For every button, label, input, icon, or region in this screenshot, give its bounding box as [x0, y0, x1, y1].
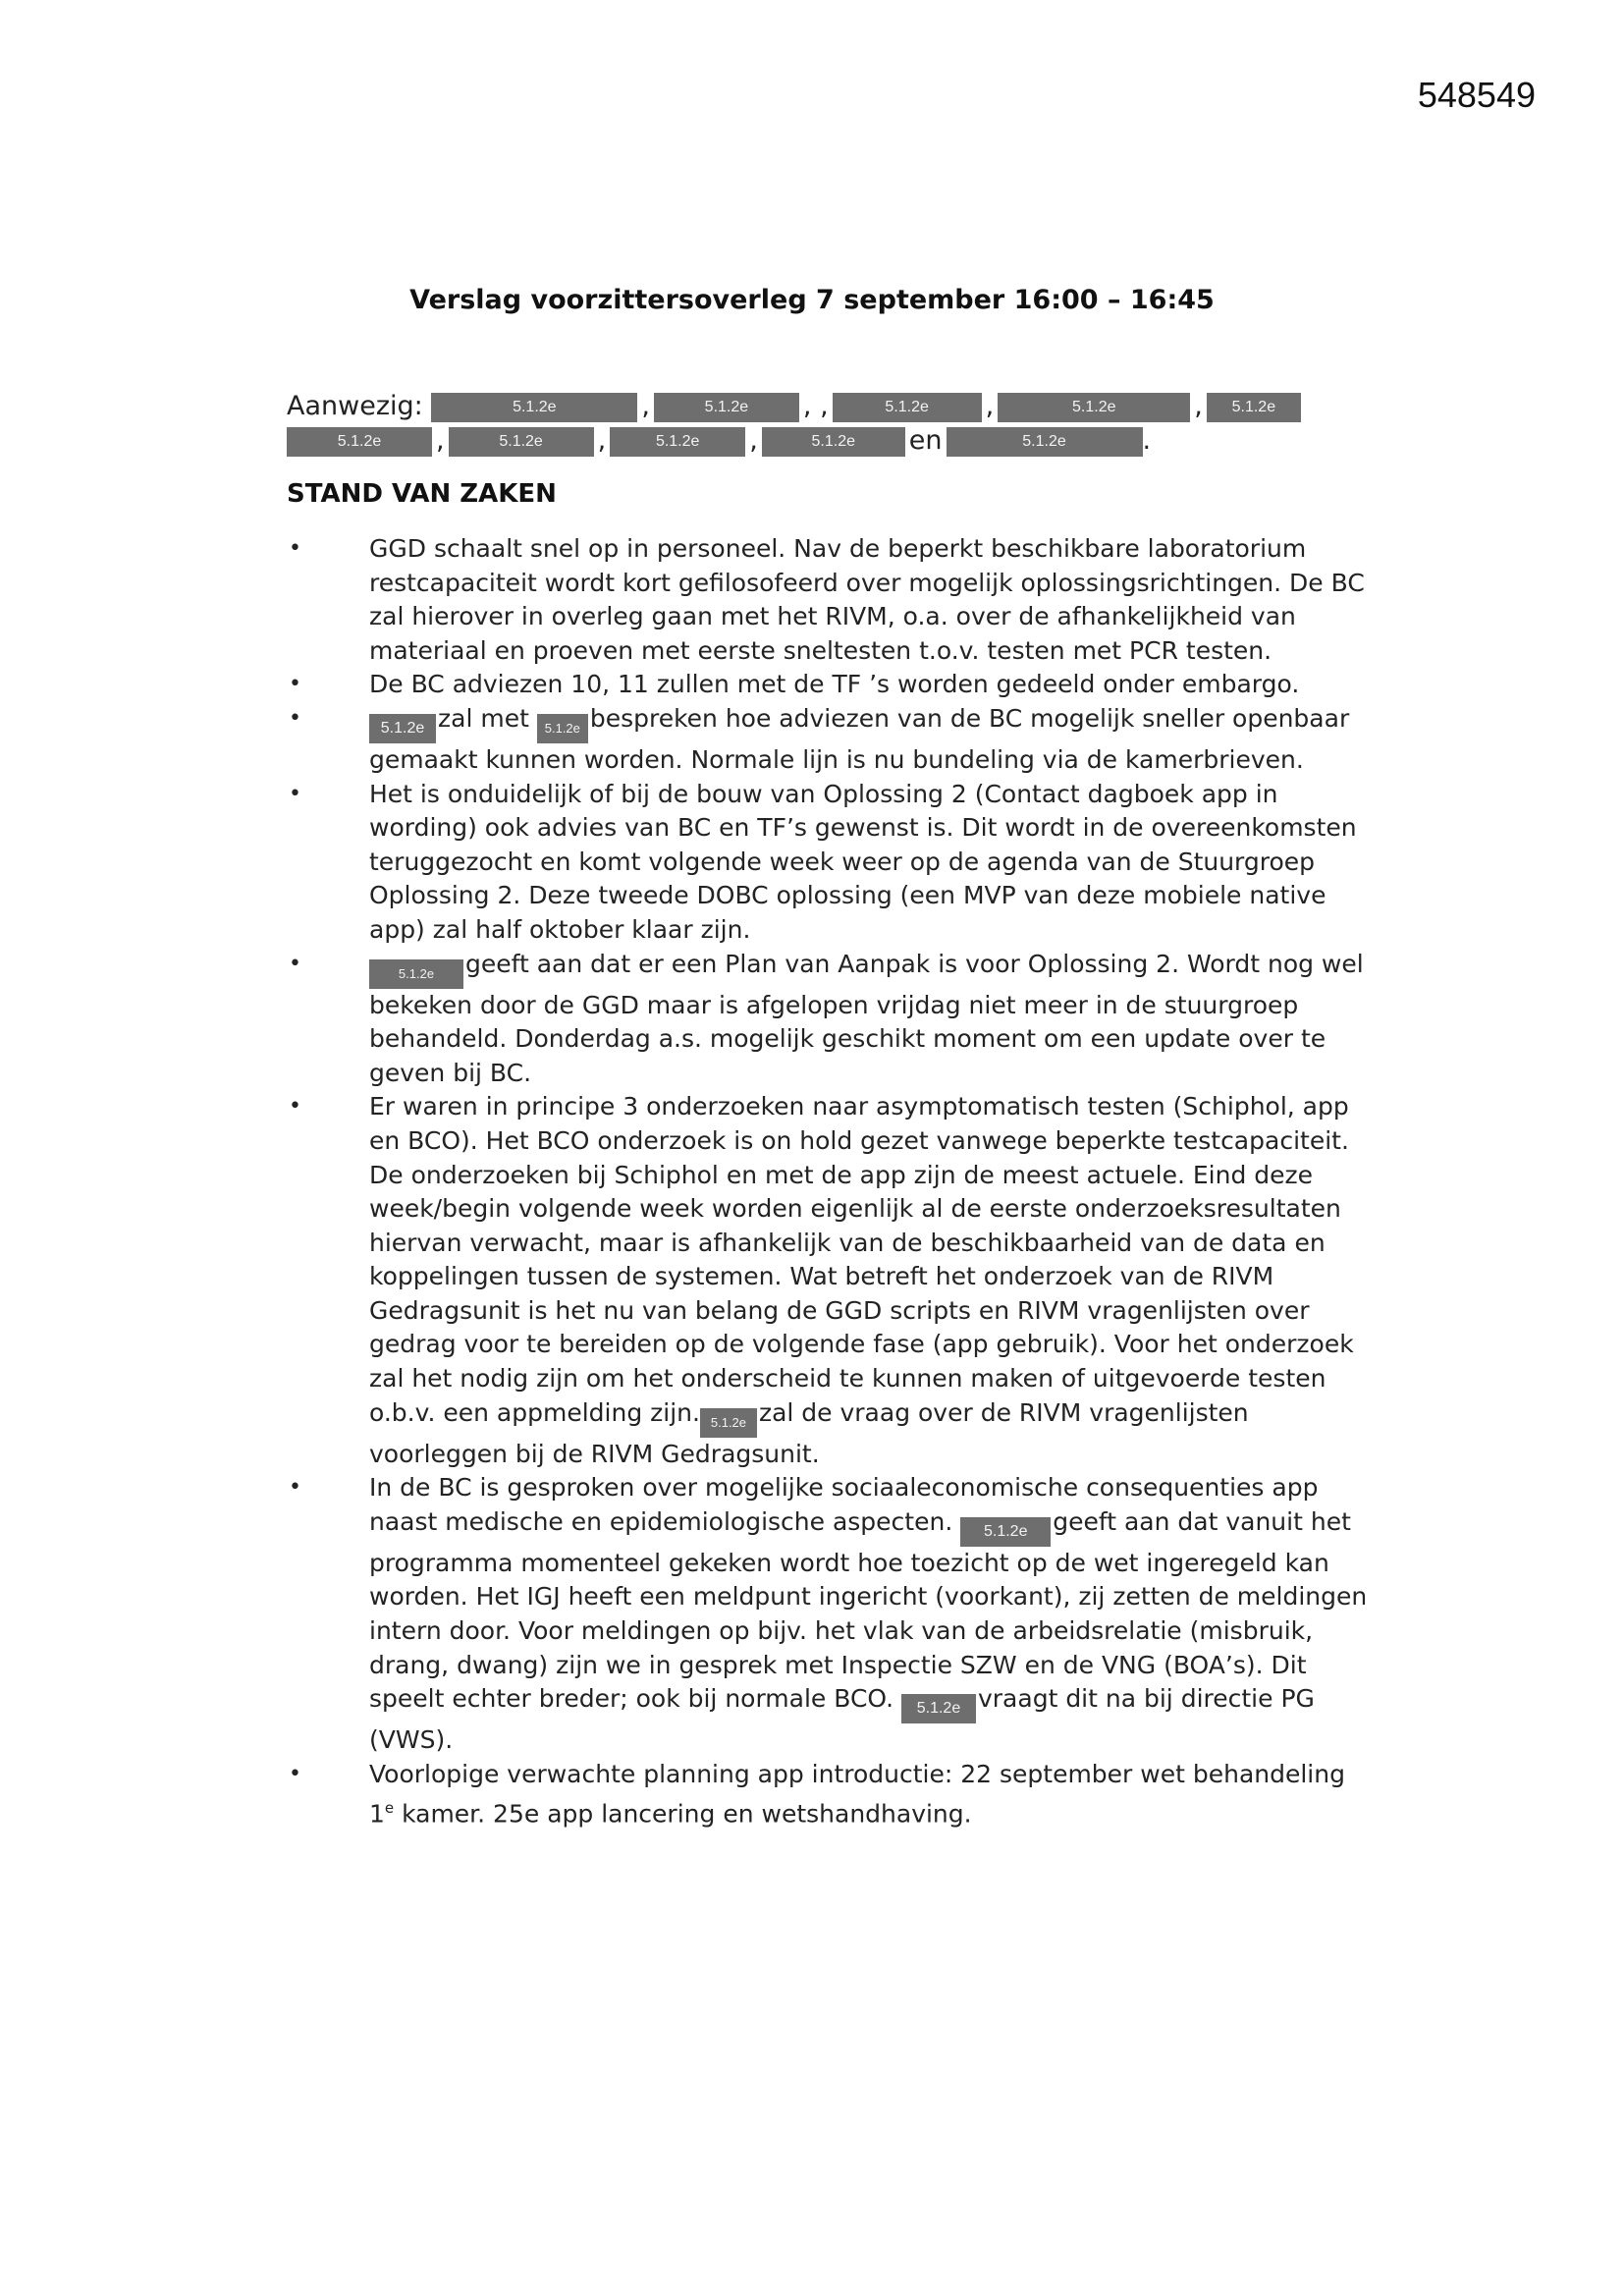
- separator: ,: [597, 425, 607, 456]
- separator: ,: [436, 425, 445, 456]
- item-text: zal met: [438, 703, 537, 733]
- separator: , ,: [802, 391, 829, 421]
- redaction-box: 5.1.2e: [610, 427, 745, 457]
- redaction-box: 5.1.2e: [998, 393, 1190, 422]
- list-item: [287, 778, 1377, 948]
- bullet-icon: •: [289, 1761, 301, 1786]
- redaction-box: 5.1.2e: [947, 427, 1143, 457]
- bullet-icon: •: [289, 781, 301, 806]
- list-item: [287, 948, 1377, 1091]
- attendance-label: Aanwezig:: [287, 391, 423, 421]
- separator: .: [1142, 425, 1152, 456]
- item-text: bespreken hoe adviezen van de BC mogelijk sneller openbaar gemaakt kunnen worden. Normale lijn is nu bundeling via de kamerbrieven.: [369, 703, 1350, 774]
- redaction-box: 5.1.2e: [700, 1408, 757, 1438]
- redaction-box: 5.1.2e: [431, 393, 637, 422]
- superscript: e: [384, 1799, 395, 1818]
- list-item: [287, 1090, 1377, 1471]
- item-text: De BC adviezen 10, 11 zullen met de TF ’s worden gedeeld onder embargo.: [369, 670, 1300, 699]
- item-text: In de BC is gesproken over mogelijke sociaaleconomische consequenties app naast medische en epidemiologische aspecten.: [369, 1473, 1319, 1536]
- bullet-icon: •: [289, 705, 301, 731]
- page-title: Verslag voorzittersoverleg 7 september 16:00 – 16:45: [409, 285, 1215, 315]
- item-text: kamer. 25e app lancering en wetshandhaving.: [394, 1799, 972, 1829]
- list-item: [287, 1758, 1377, 1832]
- separator: ,: [1194, 391, 1203, 421]
- item-text: vraagt dit na bij directie PG (VWS).: [369, 1684, 1315, 1755]
- item-text: GGD schaalt snel op in personeel. Nav de beperkt beschikbare laboratorium restcapaciteit wordt kort gefilosofeerd over mogelijk oplossingsrichtingen. De BC zal hierover in overleg gaan met het RIVM, o.a. over de afhankelijkheid van materiaal en proeven met eerste sneltesten t.o.v. testen met PCR testen.: [369, 534, 1365, 665]
- list-item: [287, 1471, 1377, 1758]
- redaction-box: 5.1.2e: [960, 1517, 1051, 1547]
- redaction-box: 5.1.2e: [833, 393, 982, 422]
- bullet-icon: •: [289, 672, 301, 697]
- attendance-block: [287, 389, 1347, 458]
- document-number: 548549: [1417, 75, 1536, 115]
- redaction-box: 5.1.2e: [901, 1694, 976, 1723]
- redaction-box: 5.1.2e: [287, 427, 432, 457]
- separator: ,: [749, 425, 758, 456]
- item-text: zal de vraag over de RIVM vragenlijsten voorleggen bij de RIVM Gedragsunit.: [369, 1397, 1249, 1468]
- item-text: geeft aan dat er een Plan van Aanpak is voor Oplossing 2. Wordt nog wel bekeken door de GGD maar is afgelopen vrijdag niet meer in de stuurgroep behandeld. Donderdag a.s. mogelijk geschikt moment om een update over te geven bij BC.: [369, 949, 1364, 1087]
- and-word: en: [908, 425, 943, 456]
- separator: ,: [985, 391, 995, 421]
- separator: ,: [641, 391, 650, 421]
- bullet-icon: •: [289, 951, 301, 976]
- list-item: [287, 668, 1377, 702]
- item-text: Voorlopige verwachte planning app introductie: 22 september wet behandeling 1: [369, 1759, 1345, 1829]
- bullet-icon: •: [289, 536, 301, 561]
- redaction-box: 5.1.2e: [762, 427, 905, 457]
- redaction-box: 5.1.2e: [654, 393, 799, 422]
- attendance-line-2: [287, 423, 1347, 458]
- redaction-box: 5.1.2e: [537, 714, 588, 743]
- item-text: Er waren in principe 3 onderzoeken naar asymptomatisch testen (Schiphol, app en BCO). Het BCO onderzoek is on hold gezet vanwege beperkte testcapaciteit. De onderzoeken bij Schiphol en met de app zijn de meest actuele. Eind deze week/begin volgende week worden eigenlijk al de eerste onderzoeksresultaten hiervan verwacht, maar is afhankelijk van de beschikbaarheid van de data en koppelingen tussen de systemen. Wat betreft het onderzoek van de RIVM Gedragsunit is het nu van belang de GGD scripts en RIVM vragenlijsten over gedrag voor te bereiden op de volgende fase (app gebruik). Voor het onderzoek zal het nodig zijn om het onderscheid te kunnen maken of uitgevoerde testen o.b.v. een appmelding zijn.: [369, 1092, 1354, 1427]
- bullet-icon: •: [289, 1094, 301, 1120]
- item-text: Het is onduidelijk of bij de bouw van Oplossing 2 (Contact dagboek app in wording) ook advies van BC en TF’s gewenst is. Dit wordt in de overeenkomsten teruggezocht en komt volgende week weer op de agenda van de Stuurgroep Oplossing 2. Deze tweede DOBC oplossing (een MVP van deze mobiele native app) zal half oktober klaar zijn.: [369, 779, 1357, 944]
- redaction-box: 5.1.2e: [449, 427, 594, 457]
- items-list: [287, 532, 1377, 1831]
- item-text: geeft aan dat vanuit het programma momenteel gekeken wordt hoe toezicht op de wet ingeregeld kan worden. Het IGJ heeft een meldpunt ingericht (voorkant), zij zetten de meldingen intern door. Voor meldingen op bijv. het vlak van de arbeidsrelatie (misbruik, drang, dwang) zijn we in gesprek met Inspectie SZW en de VNG (BOA’s). Dit speelt echter breder; ook bij normale BCO.: [369, 1506, 1368, 1714]
- bullet-icon: •: [289, 1475, 301, 1501]
- redaction-box: 5.1.2e: [1207, 393, 1301, 422]
- list-item: [287, 702, 1377, 778]
- redaction-box: 5.1.2e: [369, 714, 436, 743]
- attendance-line-1: [287, 389, 1347, 423]
- section-heading: STAND VAN ZAKEN: [287, 479, 557, 509]
- list-item: [287, 532, 1377, 668]
- redaction-box: 5.1.2e: [369, 959, 463, 989]
